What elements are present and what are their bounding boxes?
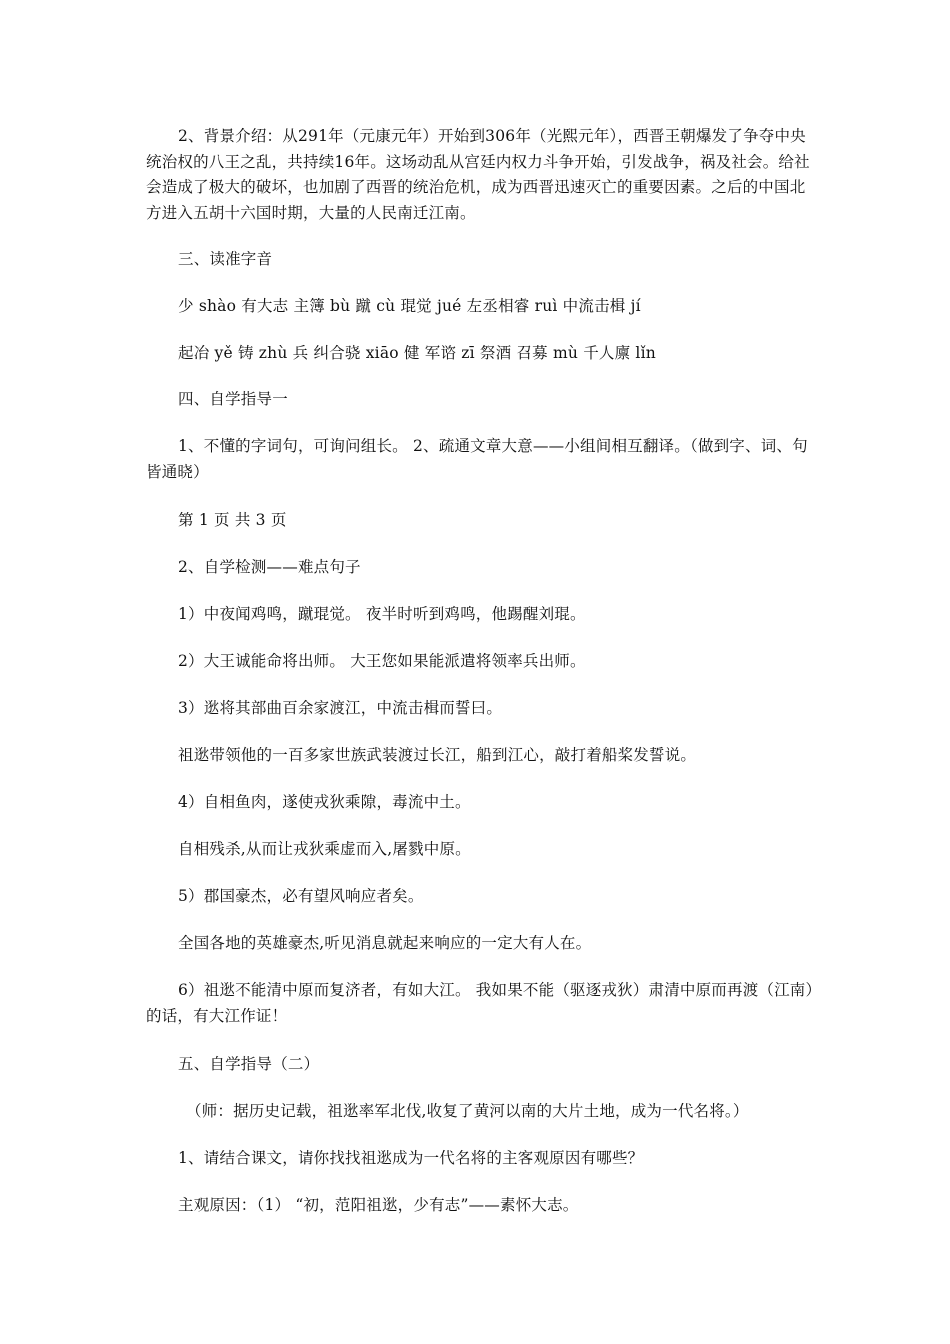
heading-self-study-2: 五、自学指导（二） (178, 1055, 320, 1073)
sentence-1: 1）中夜闻鸡鸣，蹴琨觉。 夜半时听到鸡鸣，他踢醒刘琨。 (178, 605, 586, 623)
translation-5: 全国各地的英雄豪杰,听见消息就起来响应的一定大有人在。 (178, 934, 592, 952)
paragraph-instructions: 1、不懂的字词句，可询问组长。 2、疏通文章大意——小组间相互翻译。（做到字、词、句皆通晓） (146, 437, 808, 481)
sentence-2: 2）大王诚能命将出师。 大王您如果能派遣将领率兵出师。 (178, 652, 586, 670)
heading-pronunciation: 三、读准字音 (178, 250, 273, 268)
translation-4: 自相残杀,从而让戎狄乘虚而入,屠戮中原。 (178, 840, 471, 858)
pinyin-line-2: 起冶 yě 铸 zhù 兵 纠合骁 xiāo 健 军谘 zī 祭酒 召募 mù 千人廪 lǐn (178, 344, 656, 362)
heading-self-check: 2、自学检测——难点句子 (178, 558, 361, 576)
paragraph-background: 2、背景介绍：从291年（元康元年）开始到306年（光熙元年），西晋王朝爆发了争夺中央统治权的八王之乱，共持续16年。这场动乱从宫廷内权力斗争开始，引发战争，祸及社会。给社会造成了极大的破坏，也加剧了西晋的统治危机，成为西晋迅速灭亡的重要因素。之后的中国北方进入五胡十六国时期，大量的人民南迁江南。 (146, 127, 810, 222)
page-number: 第 1 页 共 3 页 (178, 511, 287, 529)
sentence-3: 3）逖将其部曲百余家渡江，中流击楫而誓曰。 (178, 699, 503, 717)
translation-3: 祖逖带领他的一百多家世族武装渡过长江，船到江心，敲打着船桨发誓说。 (178, 746, 697, 764)
sentence-6: 6）祖逖不能清中原而复济者，有如大江。 我如果不能（驱逐戎狄）肃清中原而再渡（江南）的话，有大江作证！ (146, 981, 814, 1025)
sentence-4: 4）自相鱼肉，遂使戎狄乘隙，毒流中土。 (178, 793, 471, 811)
teacher-note: （师：据历史记载，祖逖率军北伐,收复了黄河以南的大片土地，成为一代名将。） (186, 1102, 749, 1120)
question-1: 1、请结合课文，请你找找祖逖成为一代名将的主客观原因有哪些？ (178, 1149, 644, 1167)
subjective-reason: 主观原因：（1） “初，范阳祖逖，少有志”——素怀大志。 (178, 1196, 579, 1214)
pinyin-line-1: 少 shào 有大志 主簿 bù 蹴 cù 琨觉 jué 左丞相睿 ruì 中流击楫 jí (178, 297, 641, 315)
sentence-5: 5）郡国豪杰，必有望风响应者矣。 (178, 887, 424, 905)
heading-self-study-1: 四、自学指导一 (178, 390, 288, 408)
